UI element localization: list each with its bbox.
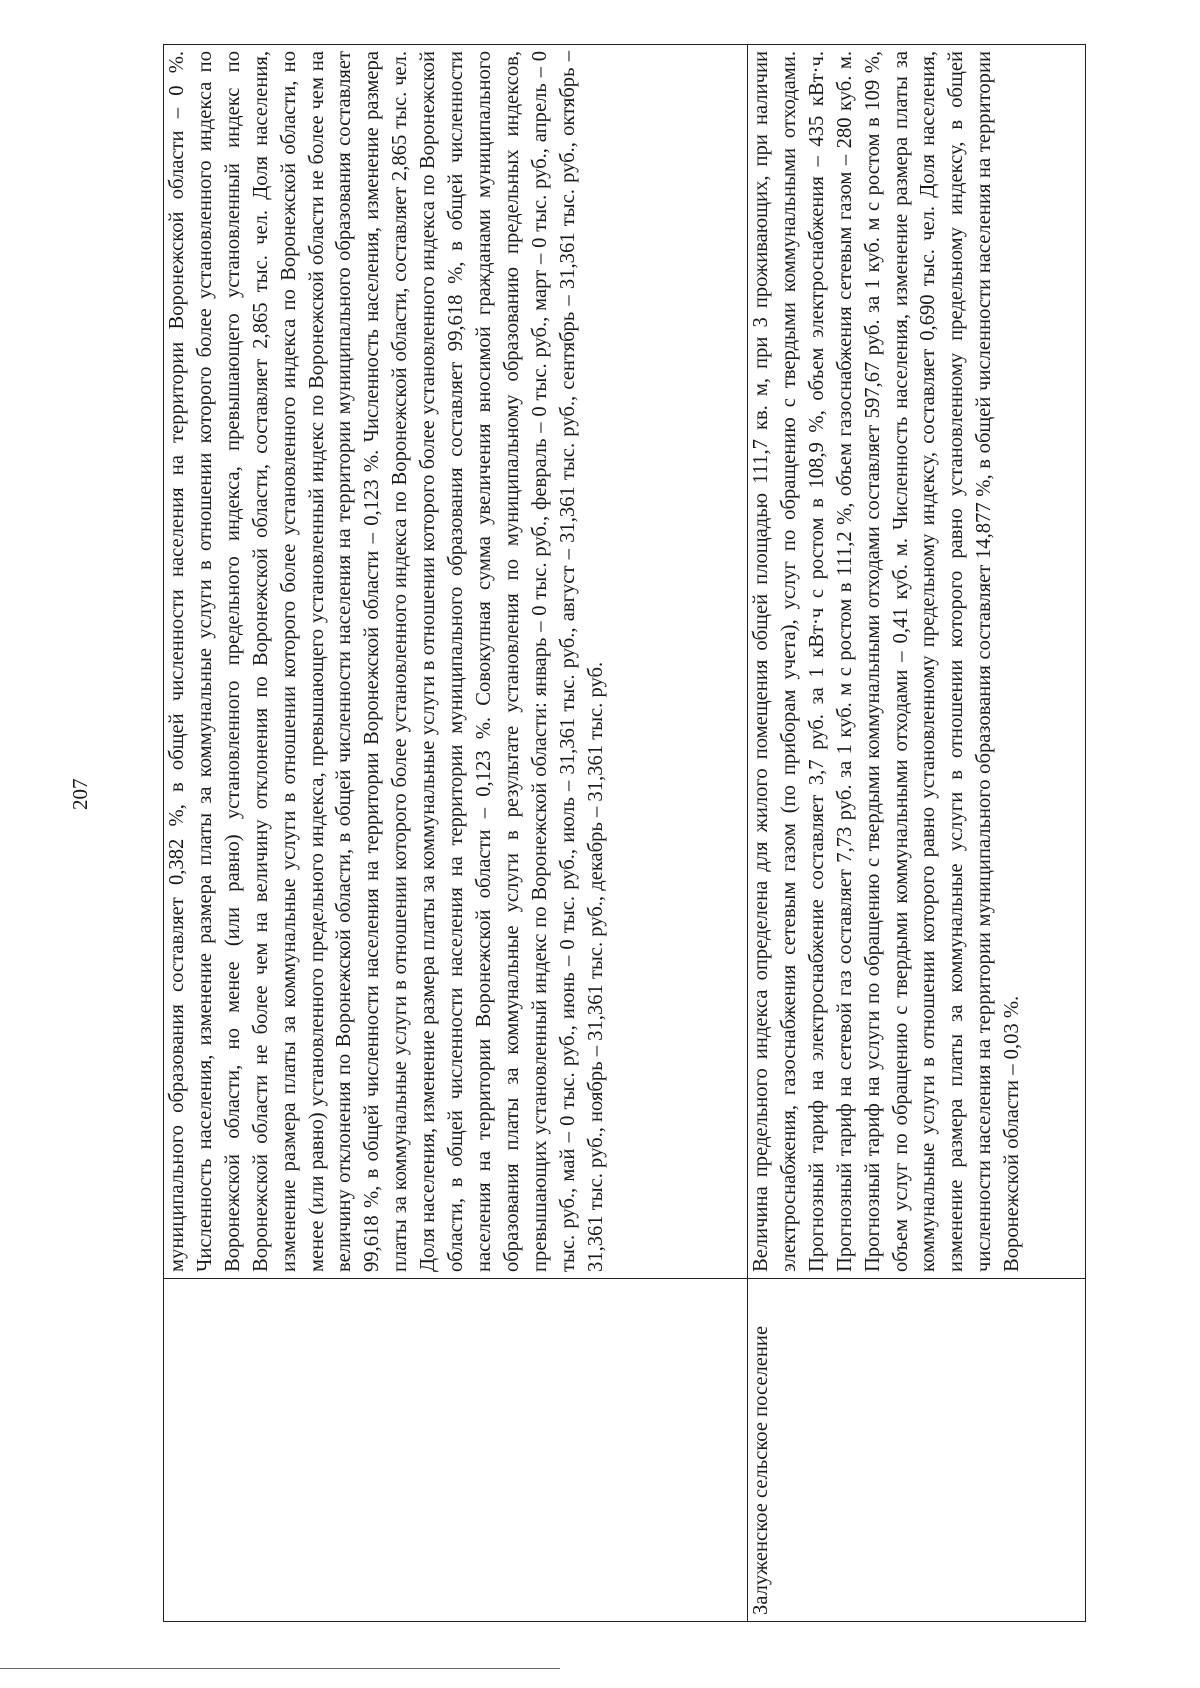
description-cell: муниципального образования составляет 0,382 %, в общей численности населения на территории Воронежской области – 0 %. Численность населения, изменение размера платы за коммунальные услуги в отношении которого более установленного индекса по Воронежской области, но менее (или равно) установленного предельного индекса, превышающего установленный индекс по Воронежской области не более чем на величину отклонения по Воронежской области, составляет 2,865 тыс. чел. Доля населения, изменение размера платы за коммунальные услуги в отношении которого более установленного индекса по Воронежской области, но менее (или равно) установленного предельного индекса, превышающего установленный индекс по Воронежской области не более чем на величину отклонения по Воронежской области, в общей численности населения на территории муниципального образования составляет 99,618 %, в общей численности населения на территории Воронежской области – 0,123 %. Численность населения, изменение размера платы за коммунальные услуги в отношении которого более установленного индекса по Воронежской области, составляет 2,865 тыс. чел. Доля населения, изменение размера платы за коммунальные услуги в отношении которого более установленного индекса по Воронежской области, в общей численности населения на территории муниципального образования составляет 99,618 %, в общей численности населения на территории Воронежской области – 0,123 %. Совокупная сумма увеличения вносимой гражданами муниципального образования платы за коммунальные услуги в результате установления по муниципальному образованию предельных индексов, превышающих установленный индекс по Воронежской области: январь – 0 тыс. руб., февраль – 0 тыс. руб., март – 0 тыс. руб., апрель – 0 тыс. руб., май – 0 тыс. руб., июнь – 0 тыс. руб., июль – 31,361 тыс. руб., август – 31,361 тыс. руб., сентябрь – 31,361 тыс. руб., октябрь – 31,361 тыс. руб., ноябрь – 31,361 тыс. руб., декабрь – 31,361 тыс. руб. — [164, 45, 748, 1279]
page-number: 207 — [68, 778, 92, 810]
table-row — [164, 45, 748, 1622]
indices-table — [163, 44, 1086, 1622]
municipality-name-cell — [164, 1279, 748, 1622]
description-cell: Величина предельного индекса определена для жилого помещения общей площадью 111,7 кв. м, при 3 проживающих, при наличии электроснабжения, газоснабжения сетевым газом (по приборам учета), услуг по обращению с твердыми коммунальными отходами. Прогнозный тариф на электроснабжение составляет 3,7 руб. за 1 кВт·ч с ростом в 108,9 %, объем электроснабжения – 435 кВт·ч. Прогнозный тариф на сетевой газ составляет 7,73 руб. за 1 куб. м с ростом в 111,2 %, объем газоснабжения сетевым газом – 280 куб. м. Прогнозный тариф на услуги по обращению с твердыми коммунальными отходами составляет 597,67 руб. за 1 куб. м с ростом в 109 %, объем услуг по обращению с твердыми коммунальными отходами – 0,41 куб. м. Численность населения, изменение размера платы за коммунальные услуги в отношении которого равно установленному предельному индексу, составляет 0,690 тыс. чел. Доля населения, изменение размера платы за коммунальные услуги в отношении которого равно установленному предельному индексу, в общей численности населения на территории муниципального образования составляет 14,877 %, в общей численности населения на территории Воронежской области – 0,03 %. — [748, 45, 1086, 1279]
municipality-name-cell: Залуженское сельское поселение — [748, 1279, 1086, 1622]
table-row — [748, 45, 1086, 1622]
rotated-table-container — [163, 44, 1085, 1622]
scan-edge-line — [0, 1668, 560, 1669]
